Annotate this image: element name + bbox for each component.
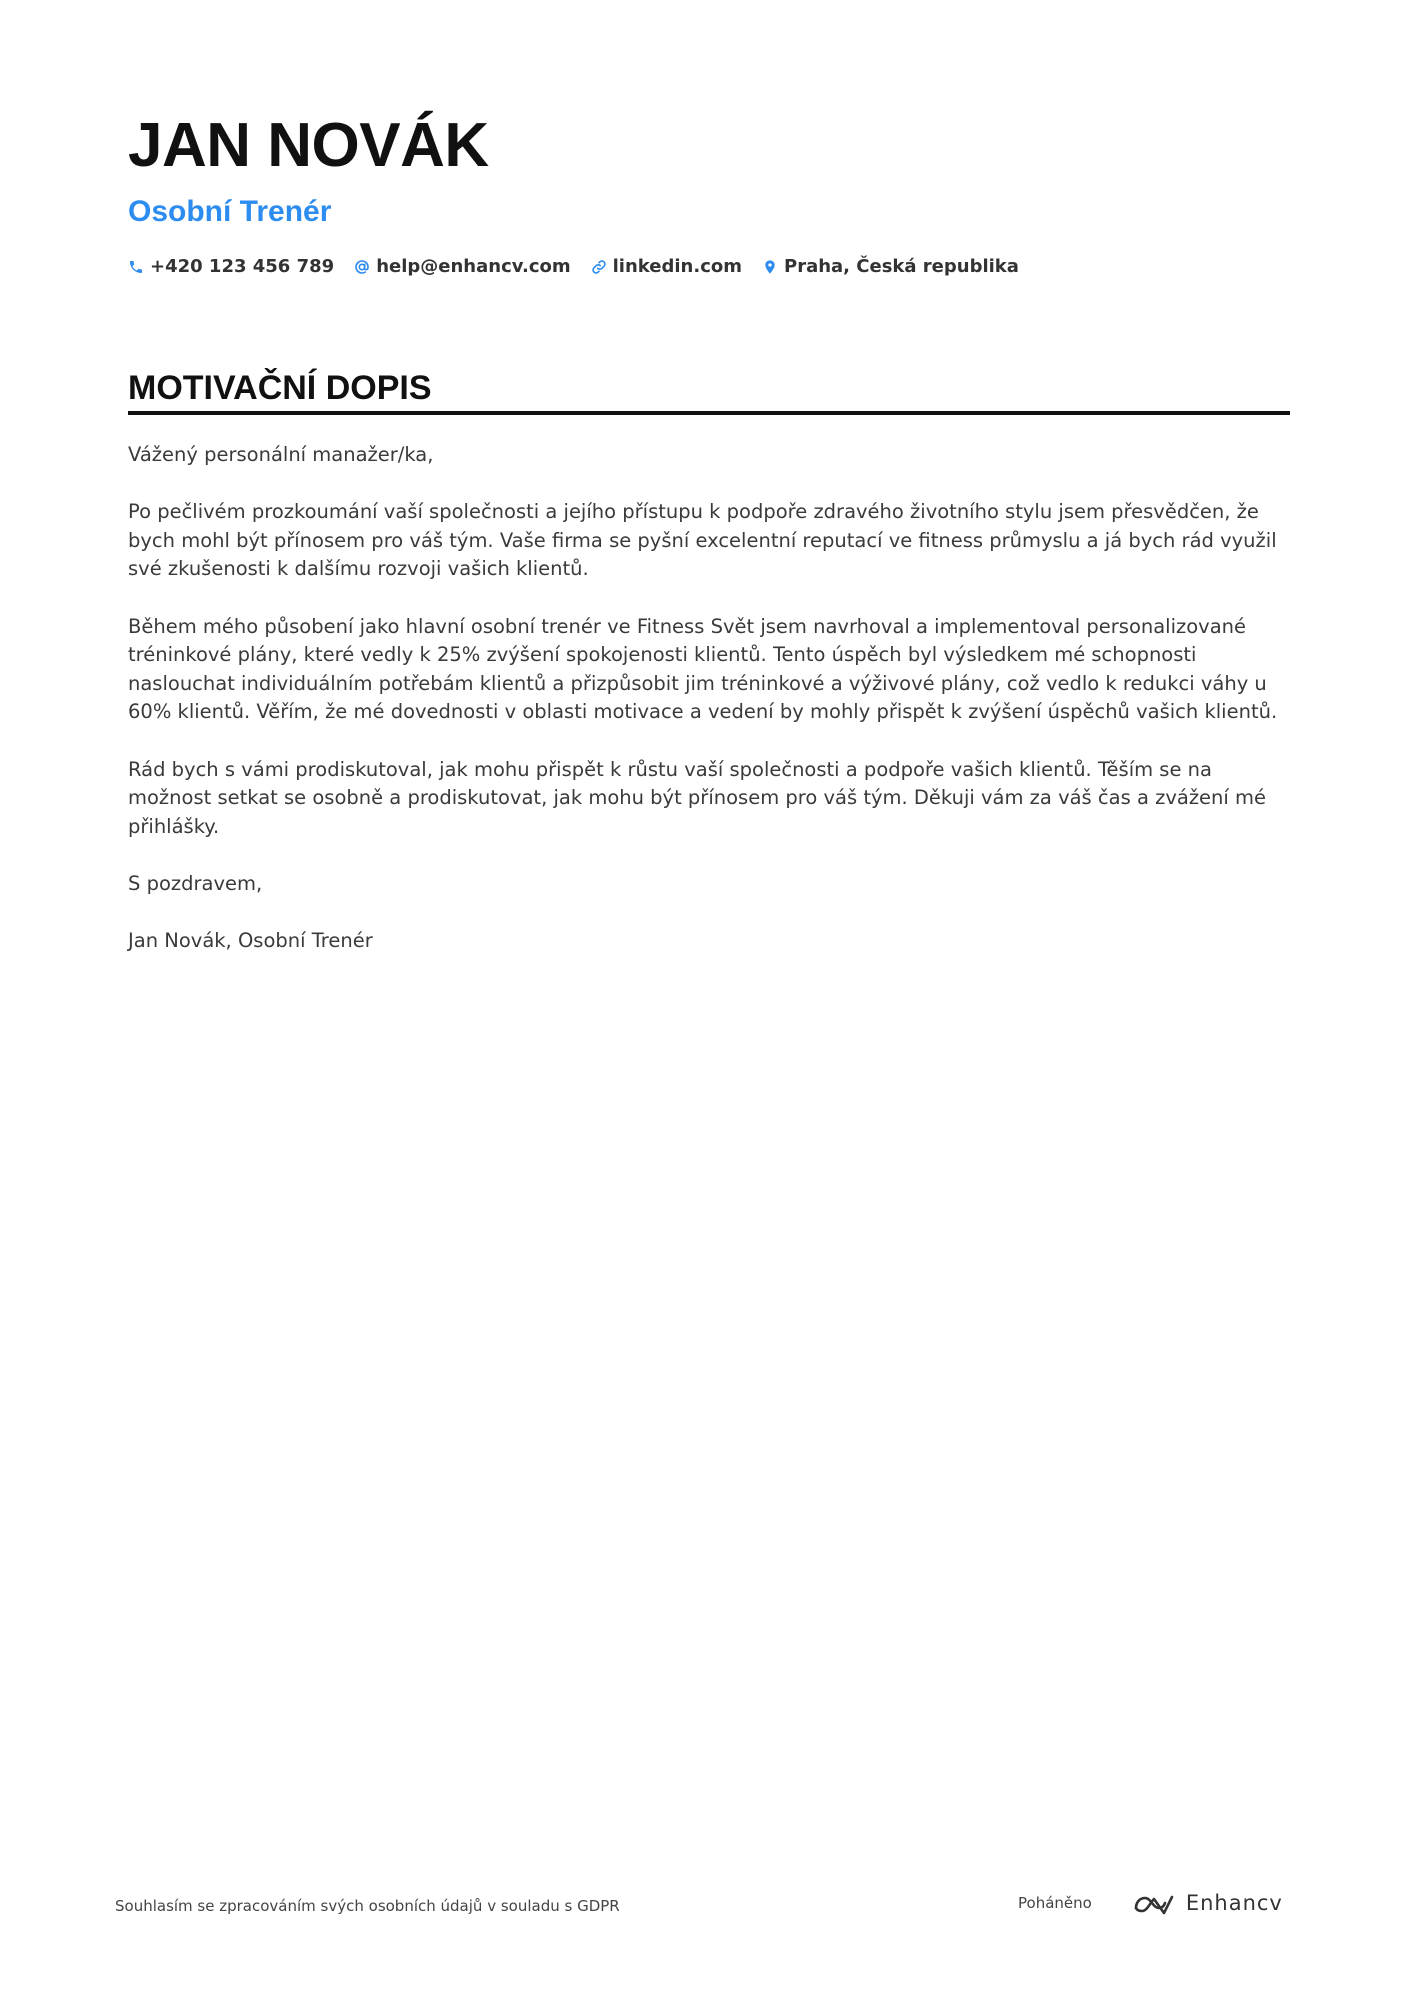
phone-number: +420 123 456 789 [150, 256, 335, 277]
linkedin-link[interactable]: linkedin.com [612, 256, 742, 277]
letter-paragraph-2: Během mého působení jako hlavní osobní trenér ve Fitness Svět jsem navrhoval a implementoval personalizované tréninkové plány, které vedly k 25% zvýšení spokojenosti klientů. Tento úspěch byl výsledkem mé schopnosti naslouchat individuálním potřebám klientů a přizpůsobit jim tréninkové a výživové plány, což vedlo k redukci váhy u 60% klientů. Věřím, že mé dovednosti v oblasti motivace a vedení by mohly přispět k zvýšení úspěchů vašich klientů. [128, 614, 1278, 724]
letter-body [128, 441, 1290, 984]
powered-by-label: Poháněno [1018, 1894, 1092, 1912]
enhancv-logo-icon [1132, 1890, 1176, 1916]
contact-linkedin[interactable] [591, 254, 742, 280]
link-icon [591, 259, 607, 275]
contact-email[interactable] [354, 254, 570, 280]
candidate-role: Osobní Trenér [128, 195, 332, 228]
letter-greeting: Vážený personální manažer/ka, [128, 443, 434, 466]
at-icon [354, 259, 370, 275]
gdpr-consent: Souhlasím se zpracováním svých osobních údajů v souladu s GDPR [115, 1897, 620, 1915]
footer-branding [1018, 1890, 1283, 1916]
enhancv-logo[interactable] [1132, 1890, 1283, 1916]
letter-paragraph-1: Po pečlivém prozkoumání vaší společnosti a jejího přístupu k podpoře zdravého životního stylu jsem přesvědčen, že bych mohl být přínosem pro váš tým. Vaše firma se pyšní excelentní reputací ve fitness průmyslu a já bych rád využil své zkušenosti k dalšímu rozvoji vašich klientů. [128, 500, 1277, 581]
contact-bar [128, 254, 1039, 280]
email-address[interactable]: help@enhancv.com [376, 256, 571, 277]
letter-closing: S pozdravem, [128, 871, 263, 895]
letter-paragraph-3: Rád bych s vámi prodiskutoval, jak mohu přispět k růstu vaší společnosti a podpoře vašich klientů. Těším se na možnost setkat se osobně a prodiskutovat, jak mohu být přínosem pro váš tým. Děkuji vám za váš čas a zvážení mé přihlášky. [128, 757, 1267, 838]
location-pin-icon [762, 259, 778, 275]
phone-icon [128, 259, 144, 275]
contact-phone [128, 254, 334, 280]
candidate-name: JAN NOVÁK [128, 111, 489, 180]
letter-signature: Jan Novák, Osobní Trenér [128, 929, 373, 953]
section-divider [128, 411, 1290, 415]
enhancv-wordmark: Enhancv [1185, 1891, 1283, 1915]
contact-location [762, 254, 1019, 280]
location-text: Praha, Česká republika [784, 256, 1019, 277]
section-title: MOTIVAČNÍ DOPIS [128, 369, 432, 407]
